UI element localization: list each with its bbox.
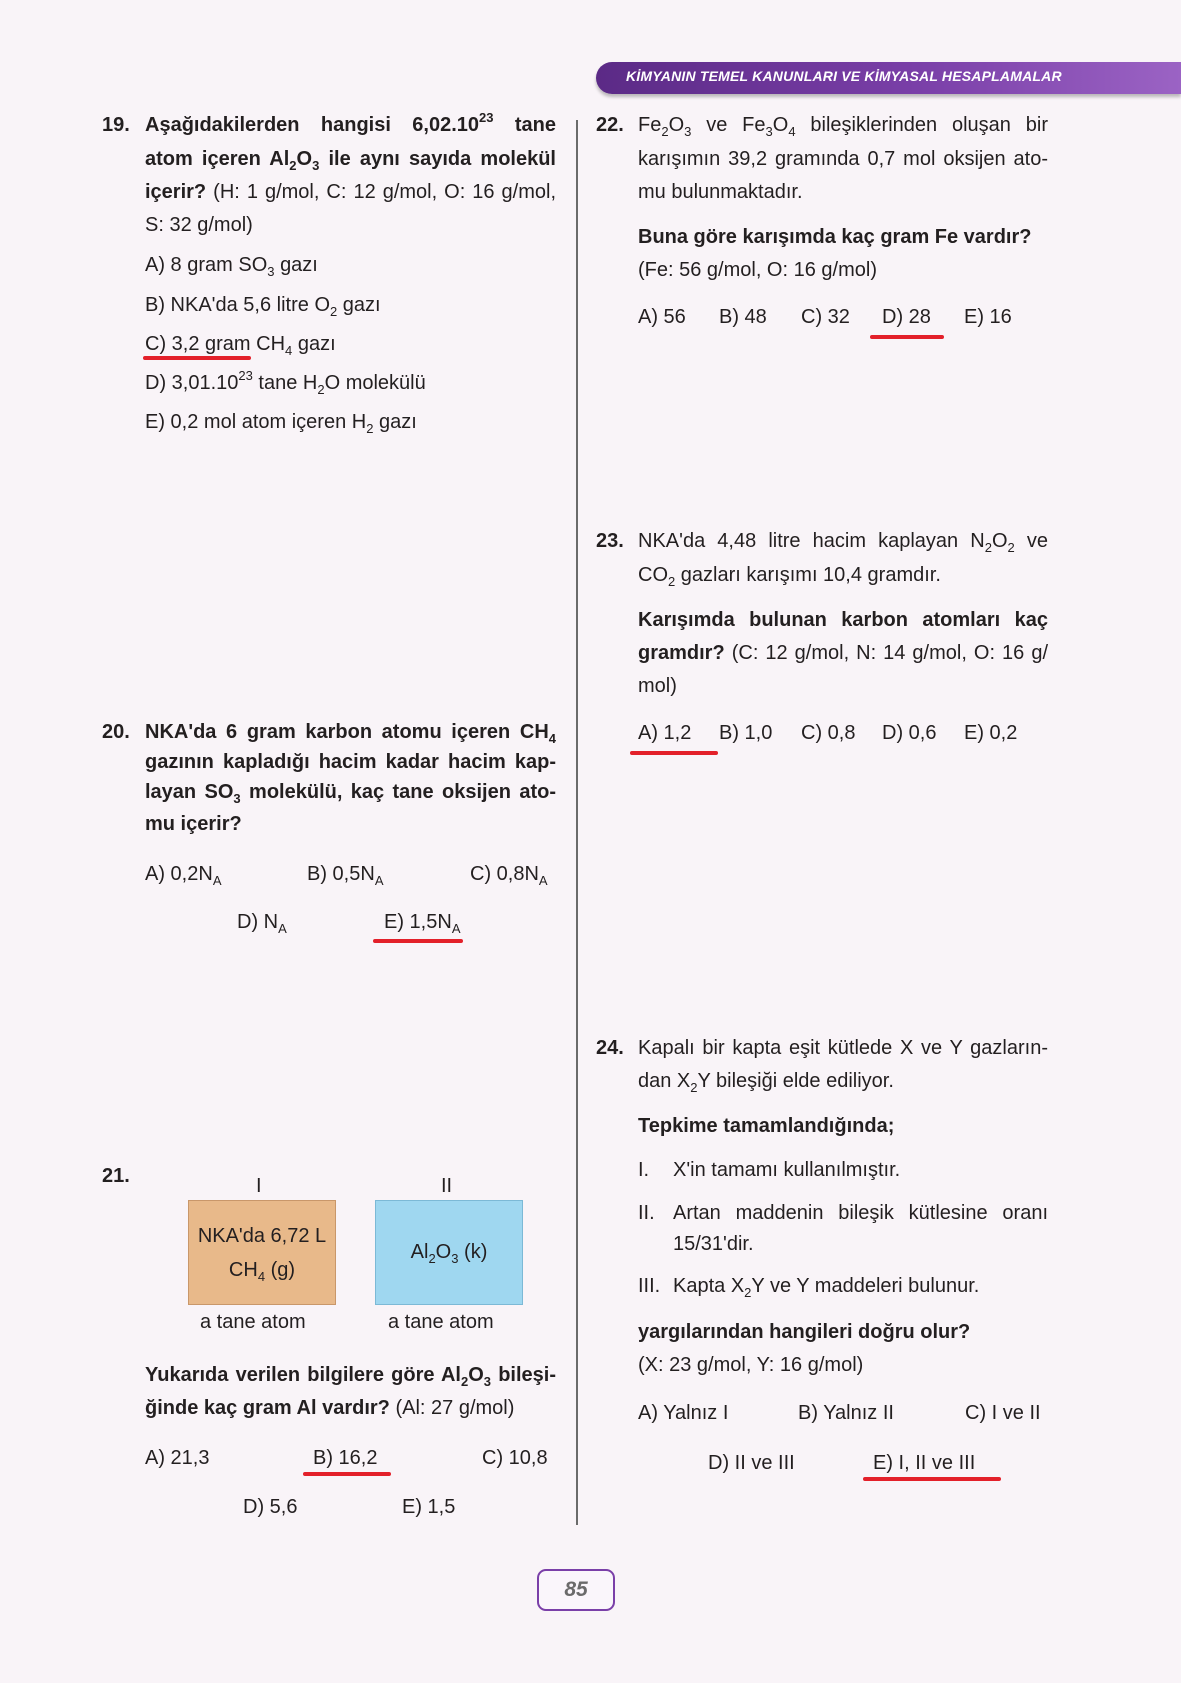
- option-a: A) $0,2N_A$: [145, 863, 222, 888]
- question-stem-line: Aşağıdakilerden hangisi 6,02.10$^{23}$ tane: [145, 110, 556, 136]
- question-stem-line: (X: 23 g/mol, Y: 16 g/mol): [638, 1354, 864, 1376]
- option-b: B) $0,5N_A$: [307, 863, 384, 888]
- question-number: 21.: [102, 1165, 130, 1187]
- question-stem-line: gramdır? (C: 12 g/mol, N: 14 g/mol, O: 16 g/: [638, 642, 1048, 664]
- question-number: 24.: [596, 1037, 624, 1059]
- option-d: D) 0,6: [882, 722, 937, 744]
- question-stem-line: mol): [638, 675, 677, 697]
- chapter-title: KİMYANIN TEMEL KANUNLARI VE KİMYASAL HESAPLAMALAR: [626, 68, 1062, 84]
- question-stem-line: Karışımda bulunan karbon atomları kaç: [638, 609, 1048, 631]
- option-c: C) I ve II: [965, 1402, 1041, 1424]
- question-stem-line: Tepkime tamamlandığında;: [638, 1115, 895, 1137]
- option-d: D) 28: [882, 306, 931, 328]
- ch4-container-box: NKA'da 6,72 L $CH_4$ (g): [188, 1200, 336, 1305]
- option-c: C) 32: [801, 306, 850, 328]
- question-stem-line: Buna göre karışımda kaç gram Fe vardır?: [638, 226, 1032, 248]
- option-e: E) I, II ve III: [873, 1452, 976, 1474]
- question-stem-line: $CO_2$ gazları karışımı 10,4 gramdır.: [638, 564, 941, 589]
- answer-underline: [870, 335, 944, 339]
- box-caption: a tane atom: [388, 1311, 494, 1333]
- option-c: C) 0,8: [801, 722, 856, 744]
- option-e: E) 16: [964, 306, 1012, 328]
- question-stem-line: içerir? (H: 1 g/mol, C: 12 g/mol, O: 16 g/mol,: [145, 181, 556, 203]
- statement-number: III.: [638, 1275, 661, 1297]
- question-stem-line: gazının kapladığı hacim kadar hacim kap-: [145, 751, 556, 773]
- option-b: B) Yalnız II: [798, 1402, 894, 1424]
- statement-text: 15/31'dir.: [673, 1233, 754, 1255]
- option-b: B) 48: [719, 306, 767, 328]
- question-stem-line: NKA'da 4,48 litre hacim kaplayan $N_2O_2$ ve: [638, 530, 1048, 555]
- question-stem-line: S: 32 g/mol): [145, 214, 253, 236]
- al2o3-container-box: $Al_2O_3$ (k): [375, 1200, 523, 1305]
- statement-number: I.: [638, 1159, 650, 1181]
- question-stem-line: (Fe: 56 g/mol, O: 16 g/mol): [638, 259, 877, 281]
- question-stem-line: karışımın 39,2 gramında 0,7 mol oksijen ato-: [638, 148, 1048, 170]
- answer-underline: [303, 1472, 391, 1476]
- question-stem-line: layan $SO_3$ molekülü, kaç tane oksijen ato-: [145, 781, 556, 806]
- option-e: E) 1,5: [402, 1496, 456, 1518]
- box-label-roman: I: [256, 1175, 262, 1197]
- question-stem-line: dan $X_2Y$ bileşiği elde ediliyor.: [638, 1070, 894, 1095]
- option-a: A) 1,2: [638, 722, 692, 744]
- question-stem-line: mu bulunmaktadır.: [638, 181, 803, 203]
- option-d: D) $N_A$: [237, 911, 287, 936]
- question-stem-line: NKA'da 6 gram karbon atomu içeren $CH_4$: [145, 721, 556, 746]
- option-e: E) 0,2 mol atom içeren $H_2$ gazı: [145, 411, 417, 436]
- option-d: D) 3,01.10$^{23}$ tane $H_2O$ molekülü: [145, 368, 426, 397]
- option-b: B) NKA'da 5,6 litre $O_2$ gazı: [145, 294, 381, 319]
- question-stem-line: atom içeren $Al_2O_3$ ile aynı sayıda molekül: [145, 148, 556, 173]
- option-a: A) 21,3: [145, 1447, 210, 1469]
- option-d: D) 5,6: [243, 1496, 298, 1518]
- option-c: C) 3,2 gram $CH_4$ gazı: [145, 333, 336, 358]
- box-caption: a tane atom: [200, 1311, 306, 1333]
- question-stem-line: ğinde kaç gram Al vardır? (Al: 27 g/mol): [145, 1397, 515, 1419]
- option-a: A) 56: [638, 306, 686, 328]
- option-a: A) Yalnız I: [638, 1402, 729, 1424]
- box-label-roman: II: [441, 1175, 453, 1197]
- question-number: 19.: [102, 114, 130, 136]
- answer-underline: [373, 939, 463, 943]
- statement-text: Artan maddenin bileşik kütlesine oranı: [673, 1202, 1048, 1224]
- question-stem-line: yargılarından hangileri doğru olur?: [638, 1321, 971, 1343]
- option-b: B) 16,2: [313, 1447, 378, 1469]
- option-e: E) $1,5N_A$: [384, 911, 461, 936]
- option-c: C) $0,8N_A$: [470, 863, 548, 888]
- answer-underline: [863, 1477, 1001, 1481]
- question-stem-line: Kapalı bir kapta eşit kütlede X ve Y gazların-: [638, 1037, 1048, 1059]
- question-number: 20.: [102, 721, 130, 743]
- question-stem-line: $Fe_2O_3$ ve $Fe_3O_4$ bileşiklerinden oluşan bir: [638, 114, 1048, 139]
- question-stem-line: Yukarıda verilen bilgilere göre $Al_2O_3$ bileşi-: [145, 1364, 557, 1389]
- option-d: D) II ve III: [708, 1452, 795, 1474]
- chapter-header-banner: [596, 62, 1181, 94]
- statement-text: X'in tamamı kullanılmıştır.: [673, 1159, 901, 1181]
- answer-underline: [143, 356, 251, 360]
- option-c: C) 10,8: [482, 1447, 548, 1469]
- question-stem-line: mu içerir?: [145, 813, 242, 835]
- option-a: A) 8 gram $SO_3$ gazı: [145, 254, 318, 279]
- answer-underline: [630, 751, 718, 755]
- statement-text: Kapta $X_2Y$ ve Y maddeleri bulunur.: [673, 1275, 980, 1300]
- option-e: E) 0,2: [964, 722, 1018, 744]
- statement-number: II.: [638, 1202, 655, 1224]
- option-b: B) 1,0: [719, 722, 773, 744]
- page-number: 85: [537, 1569, 615, 1611]
- column-divider: [576, 120, 578, 1525]
- question-number: 22.: [596, 114, 624, 136]
- question-number: 23.: [596, 530, 624, 552]
